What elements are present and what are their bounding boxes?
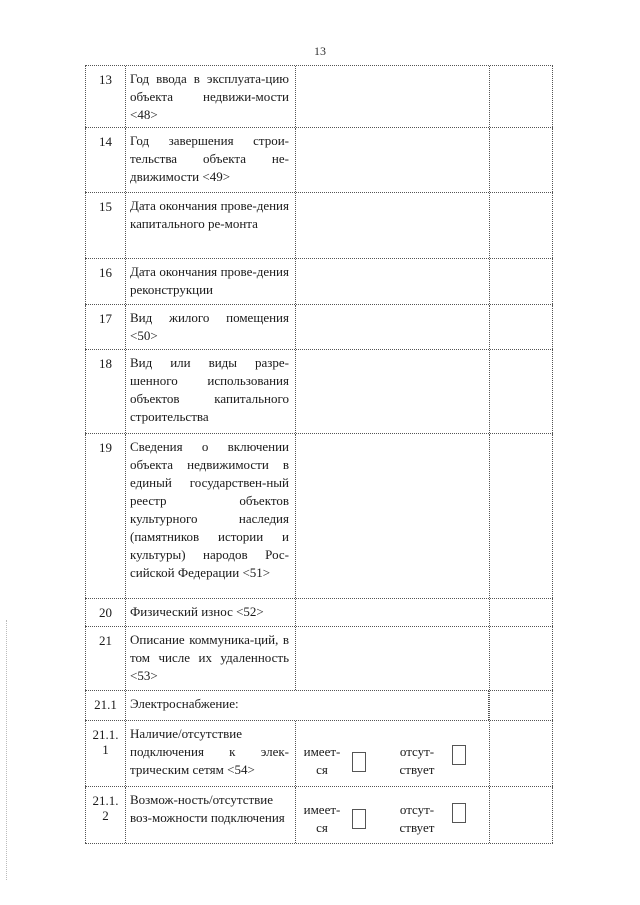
note-cell[interactable] [489, 128, 553, 192]
note-cell[interactable] [489, 305, 553, 349]
row-label: Вид или виды разре-шенного использования объектов капитального строительства [125, 350, 295, 433]
row-label: Год завершения строи-тельства объекта не-движимости <49> [125, 128, 295, 192]
note-cell[interactable] [489, 350, 553, 433]
row-number: 21.1. 1 [85, 721, 125, 786]
row-label: Год ввода в эксплуата-цию объекта недвижи-мости <48> [125, 66, 295, 127]
table-row [85, 433, 553, 598]
table-row [85, 192, 553, 258]
table-row [85, 720, 553, 786]
note-cell[interactable] [489, 787, 553, 843]
row-number: 21 [85, 627, 125, 690]
note-cell[interactable] [489, 627, 553, 690]
value-cell[interactable] [295, 305, 489, 349]
row-label: Физический износ <52> [125, 599, 295, 626]
table-row [85, 690, 553, 720]
row-number: 19 [85, 434, 125, 598]
table-row [85, 65, 553, 127]
note-cell[interactable] [489, 259, 553, 304]
scan-edge-mark [6, 620, 8, 880]
property-info-table [85, 65, 553, 844]
choice-cell [295, 721, 489, 786]
note-cell[interactable] [489, 721, 553, 786]
row-label: Наличие/отсутствие подключения к элек-трическим сетям <54> [125, 721, 295, 786]
choice-absent-label: отсут- ствует [399, 744, 435, 777]
note-cell[interactable] [489, 599, 553, 626]
note-cell[interactable] [489, 434, 553, 598]
row-label: Вид жилого помещения <50> [125, 305, 295, 349]
row-number: 21.1. 2 [85, 787, 125, 843]
value-cell[interactable] [295, 434, 489, 598]
row-label: Сведения о включении объекта недвижимости в единый государствен-ный реестр объектов культурного наследия (памятников истории и культуры) народов Рос-сийской Федерации <51> [125, 434, 295, 598]
row-label: Электроснабжение: [125, 691, 489, 720]
row-number: 21.1 [85, 691, 125, 720]
table-row [85, 349, 553, 433]
absent-checkbox[interactable] [452, 803, 466, 823]
choice-absent-label: отсут- ствует [399, 802, 435, 835]
value-cell[interactable] [295, 128, 489, 192]
row-label: Возмож-ность/отсутствие воз-можности подключения [125, 787, 295, 843]
value-cell[interactable] [295, 599, 489, 626]
value-cell[interactable] [295, 350, 489, 433]
has-checkbox[interactable] [352, 752, 366, 772]
row-number: 15 [85, 193, 125, 258]
table-row [85, 127, 553, 192]
row-label: Дата окончания прове-дения реконструкции [125, 259, 295, 304]
value-cell[interactable] [295, 193, 489, 258]
row-number: 16 [85, 259, 125, 304]
row-number: 14 [85, 128, 125, 192]
value-cell[interactable] [295, 627, 489, 690]
row-number: 18 [85, 350, 125, 433]
note-cell[interactable] [489, 691, 553, 720]
choice-has-label: имеет- ся [303, 744, 341, 777]
row-number: 13 [85, 66, 125, 127]
absent-checkbox[interactable] [452, 745, 466, 765]
table-row [85, 304, 553, 349]
choice-has-label: имеет- ся [303, 802, 341, 835]
row-number: 17 [85, 305, 125, 349]
page-number: 13 [314, 44, 326, 58]
table-row [85, 258, 553, 304]
value-cell[interactable] [295, 259, 489, 304]
value-cell[interactable] [295, 66, 489, 127]
note-cell[interactable] [489, 66, 553, 127]
note-cell[interactable] [489, 193, 553, 258]
row-number: 20 [85, 599, 125, 626]
table-row [85, 786, 553, 844]
choice-cell [295, 787, 489, 843]
row-label: Дата окончания прове-дения капитального ре-монта [125, 193, 295, 258]
table-row [85, 626, 553, 690]
table-row [85, 598, 553, 626]
has-checkbox[interactable] [352, 809, 366, 829]
row-label: Описание коммуника-ций, в том числе их удаленность <53> [125, 627, 295, 690]
